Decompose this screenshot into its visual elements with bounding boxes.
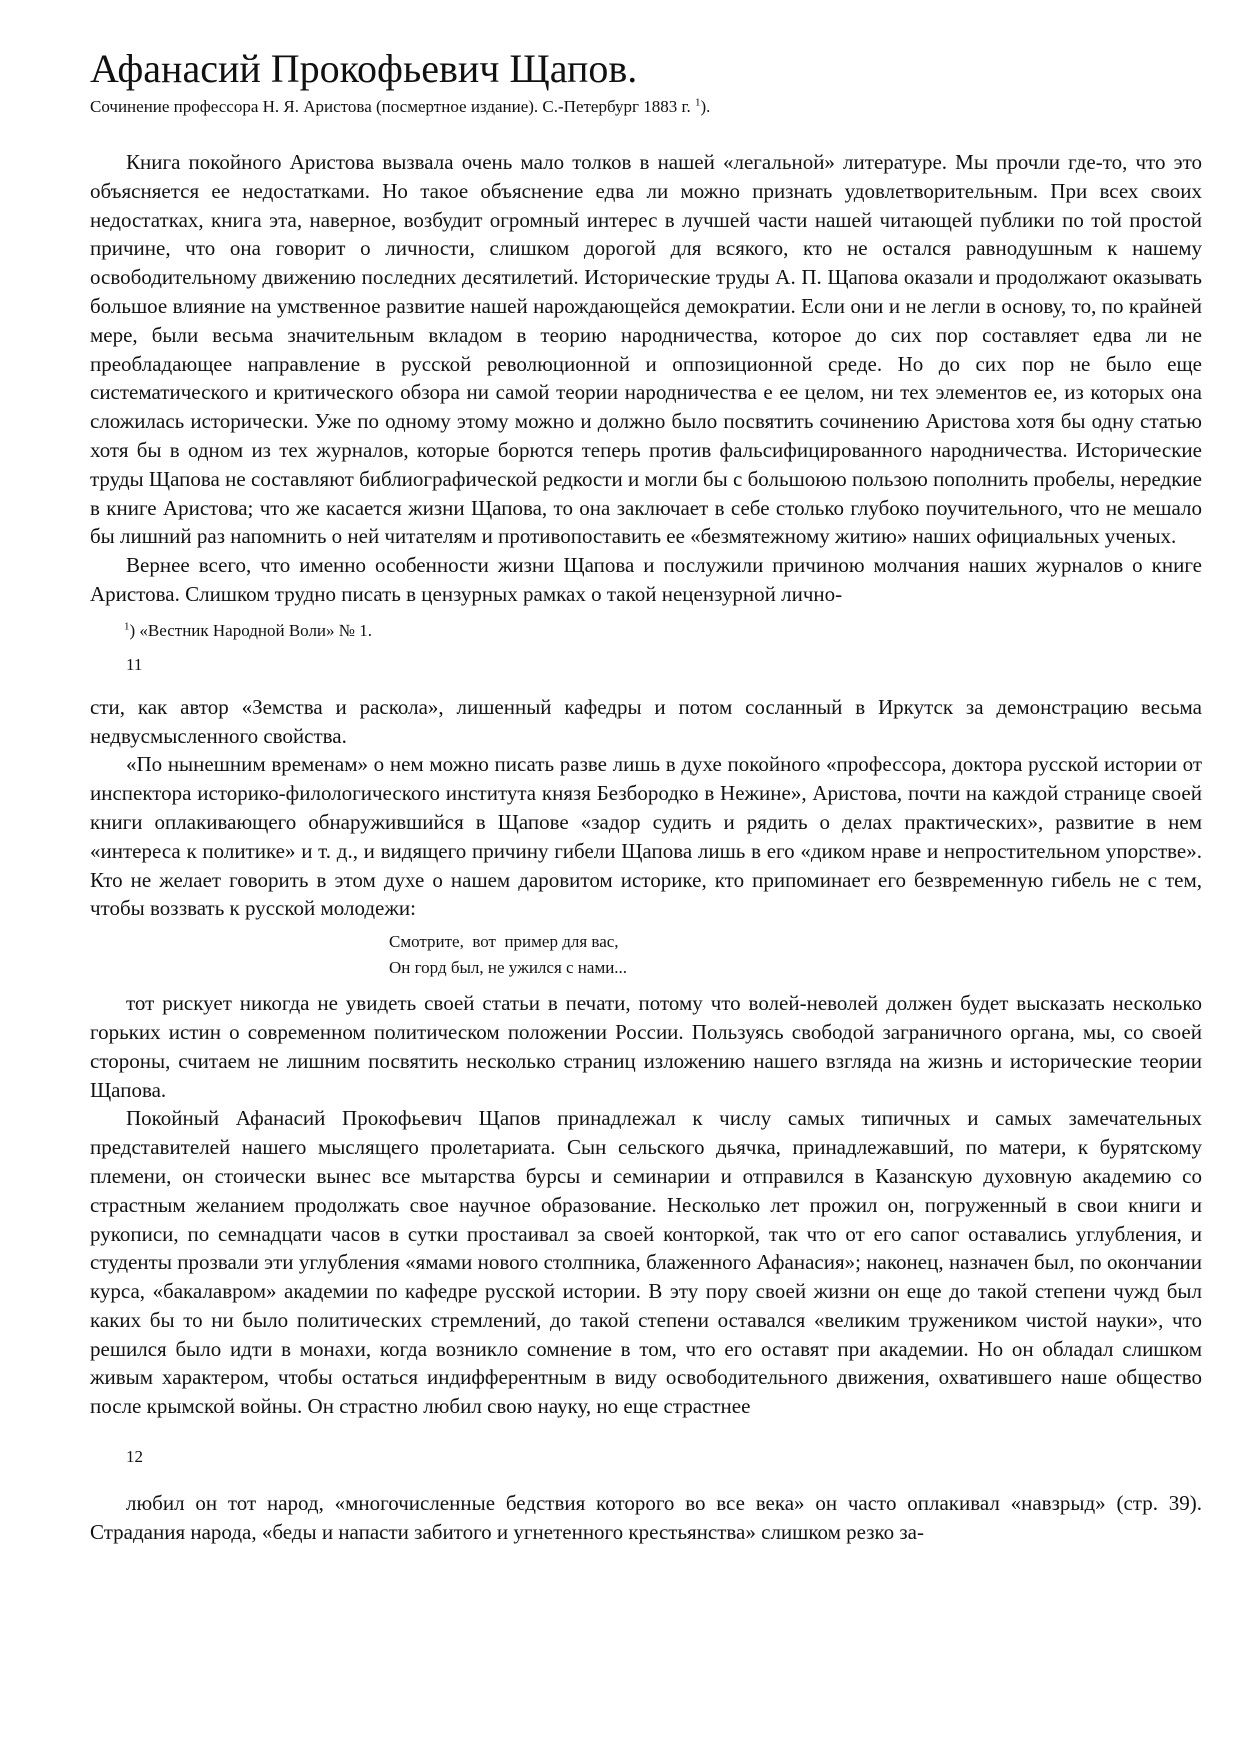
article-subtitle [90,96,1202,118]
subtitle-text: Сочинение профессора Н. Я. Аристова (посмертное издание). С.-Петербург 1883 г. [90,97,696,116]
paragraph-7: любил он тот народ, «многочисленные бедствия которого во все века» он часто оплакивал «навзрыд» (стр. 39). Страдания народа, «беды и напасти забитого и угнетенного крестьянства» слишком резко за- [90,1491,1202,1544]
page-number-12: 12 [126,1447,143,1467]
paragraph-5: тот рискует никогда не увидеть своей статьи в печати, потому что волей-неволей должен будет высказать несколько горьких истин о современном политическом положении России. Пользуясь свободой заграничного органа, мы, со своей стороны, считаем не лишним посвятить несколько страниц изложению нашего взгляда на жизнь и исторические теории Щапова. [90,991,1202,1102]
verse-line-2: Он горд был, не ужился с нами... [389,958,628,978]
paragraph-4: «По нынешним временам» о нем можно писать разве лишь в духе покойного «профессора, доктора русской истории от инспектора историко-филологического института князя Безбородко в Нежине», Аристова, почти на каждой странице своей книги оплакивающего обнаружившийся в Щапове «задор судить и рядить о делах практических», развитие в нем «интереса к политике» и т. д., и видящего причину гибели Щапова лишь в его «диком нраве и непростительном упорстве». Кто не желает говорить в этом духе о нашем даровитом историке, кто припоминает его безвременную гибель не с тем, чтобы воззвать к русской молодежи: [90,752,1202,921]
paragraph-3: сти, как автор «Земства и раскола», лишенный кафедры и потом сосланный в Иркутск за демонстрацию весьма недвусмысленного свойства. [90,694,1202,748]
footnote-reference: 1 [695,96,701,109]
paragraph-6: Покойный Афанасий Прокофьевич Щапов принадлежал к числу самых типичных и самых замечательных представителей нашего мыслящего пролетариата. Сын сельского дьячка, принадлежавший, по матери, к бурятскому племени, он стоически вынес все мытарства бурсы и семинарии и отправился в Казанскую духовную академию со страстным желанием продолжать свое научное образование. Несколько лет прожил он, погруженный в свои книги и рукописи, по семнадцати часов в сутки простаивал за своей конторкой, так что от его сапог оставались углубления, и студенты прозвали эти углубления «ямами нового столпника, блаженного Афанасия»; наконец, назначен был, по окончании курса, «бакалавром» академии по кафедре русской истории. В эту пору своей жизни он еще до такой степени чужд был каких бы то ни было политических стремлений, до такой степени оставался «великим тружеником чистой науки», что решился было идти в монахи, когда возникло сомнение в том, что его оставят при академии. Но он обладал слишком живым характером, чтобы остаться индифферентным в виду освободительного движения, охватившего наше общество после крымской войны. Он страстно любил свою науку, но еще страстнее [90,1106,1202,1419]
footnote [90,619,1202,643]
page-number-11: 11 [126,654,143,674]
article-title: Афанасий Прокофьевич Щапов. [90,46,638,91]
paragraph-1: Книга покойного Аристова вызвала очень мало толков в нашей «легальной» литературе. Мы прочли где-то, что это объясняется ее недостатками. Но такое объяснение едва ли можно признать удовлетворительным. При всех своих недостатках, книга эта, наверное, возбудит огромный интерес в лучшей части нашей читающей публики по той простой причине, что она говорит о личности, слишком дорогой для всякого, кто не остался равнодушным к нашему освободительному движению последних десятилетий. Исторические труды А. П. Щапова оказали и продолжают оказывать большое влияние на умственное развитие нашей нарождающейся демократии. Если они и не легли в основу, то, по крайней мере, были весьма значительным вкладом в теорию народничества, которое до сих пор составляет едва ли не преобладающее направление в русской революционной и оппозиционной среде. Но до сих пор не было еще систематического и критического обзора ни самой теории народничества е ее целом, ни тех элементов ее, из которых она сложилась исторически. Уже по одному этому можно и должно было посвятить сочинению Аристова хотя бы одну статью хотя бы в одном из тех журналов, которые борются теперь против фальсифицированного народничества. Исторические труды Щапова не составляют библиографической редкости и могли бы с большоюю пользою пополнить пробелы, нередкие в книге Аристова; что же касается жизни Щапова, то она заключает в себе столько глубоко поучительного, что не мешало бы лишний раз напомнить о ней читателям и противопоставить ее «безмятежному житию» наших официальных ученых. [90,150,1202,549]
document-page [90,44,1202,1547]
verse-line-1: Смотрите, вот пример для вас, [389,932,619,952]
verse-quote [389,929,1202,981]
subtitle-tail: ). [700,97,711,116]
paragraph-2: Вернее всего, что именно особенности жизни Щапова и послужили причиною молчания наших журналов о книге Аристова. Слишком трудно писать в цензурных рамках о такой нецензурной лично- [90,553,1202,606]
footnote-text: ) «Вестник Народной Воли» № 1. [129,620,372,640]
footnote-mark: 1 [124,620,130,633]
